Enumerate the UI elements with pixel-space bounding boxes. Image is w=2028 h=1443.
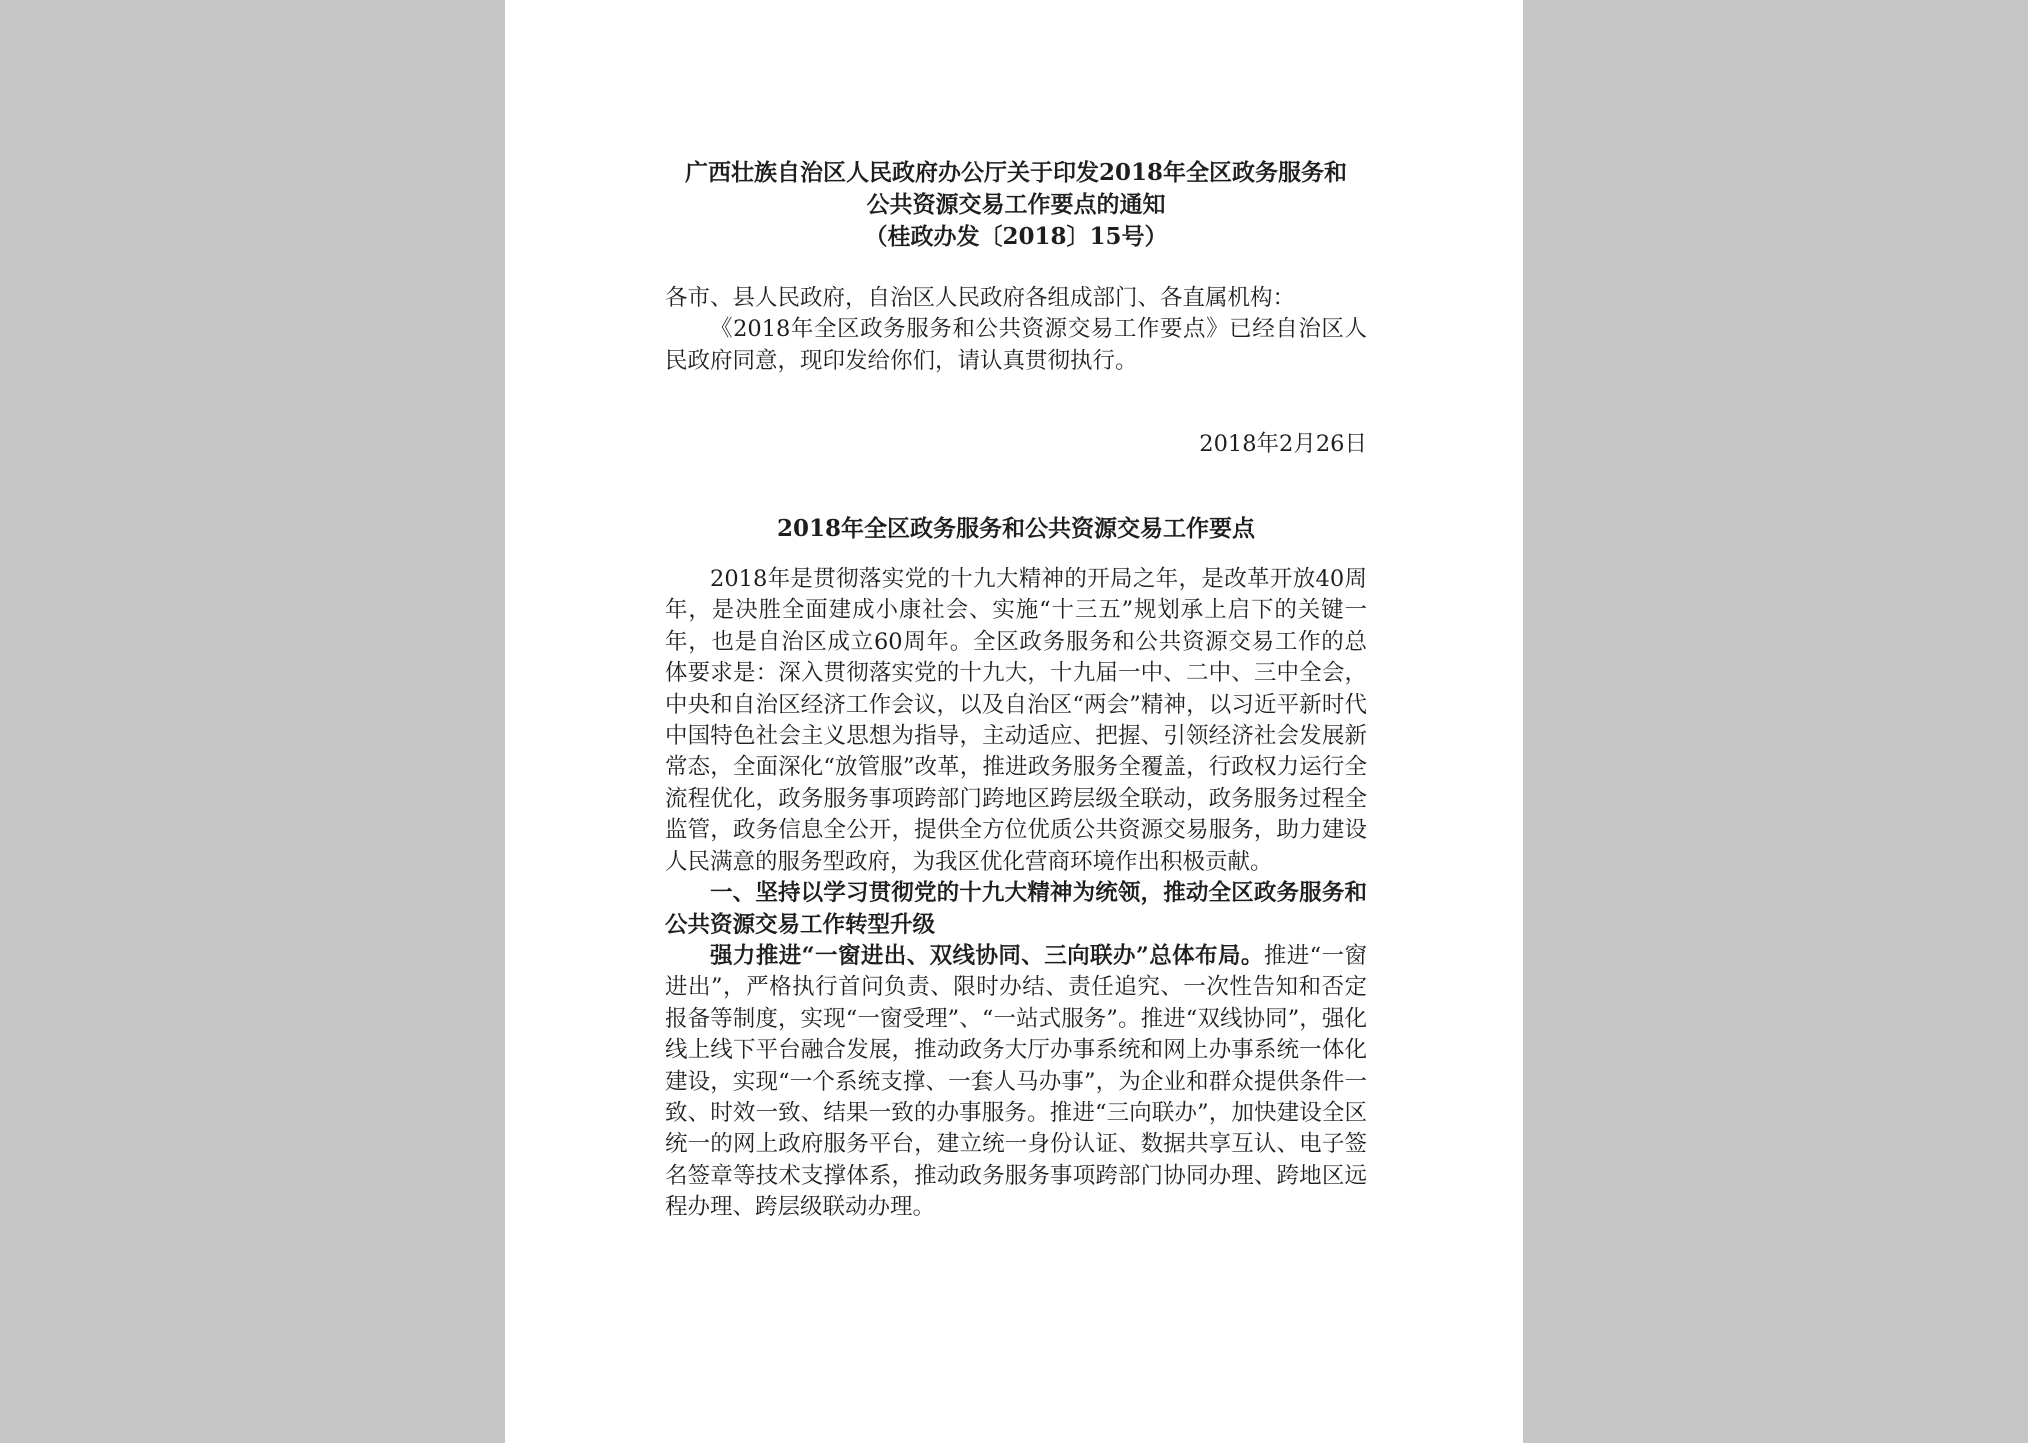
addressee: 各市、县人民政府，自治区人民政府各组成部门、各直属机构： [665,285,1296,311]
attachment-body [665,564,1367,1224]
document-content [665,157,1367,1224]
section-1-lead: 强力推进“一窗进出、双线协同、三向联办”总体布局。 [710,942,1264,969]
section-1-heading: 一、坚持以学习贯彻党的十九大精神为统领，推动全区政务服务和公共资源交易工作转型升级 [665,880,1367,938]
document-page [505,0,1523,1443]
intro-paragraph: 2018年是贯彻落实党的十九大精神的开局之年，是改革开放40周年，是决胜全面建成小康社会、实施“十三五”规划承上启下的关键一年，也是自治区成立60周年。全区政务服务和公共资源交易工作的总体要求是：深入贯彻落实党的十九大，十九届一中、二中、三中全会，中央和自治区经济工作会议，以及自治区“两会”精神，以习近平新时代中国特色社会主义思想为指导，主动适应、把握、引领经济社会发展新常态，全面深化“放管服”改革，推进政务服务全覆盖，行政权力运行全流程优化，政务服务事项跨部门跨地区跨层级全联动，政务服务过程全监管，政务信息全公开，提供全方位优质公共资源交易服务，助力建设人民满意的服务型政府，为我区优化营商环境作出积极贡献。 [665,566,1367,875]
notice-title-line-1: 广西壮族自治区人民政府办公厅关于印发2018年全区政务服务和 [684,159,1347,186]
attachment-title: 2018年全区政务服务和公共资源交易工作要点 [776,514,1255,542]
section-1-paragraph [665,941,1367,1224]
document-number: （桂政办发〔2018〕15号） [864,223,1168,250]
notice-title-line-2: 公共资源交易工作要点的通知 [866,191,1166,218]
notice-body: 《2018年全区政务服务和公共资源交易工作要点》已经自治区人民政府同意，现印发给你们，请认真贯彻执行。 [665,316,1367,374]
issue-date: 2018年2月26日 [1199,431,1367,458]
section-1-body: 推进“一窗进出”，严格执行首问负责、限时办结、责任追究、一次性告知和否定报备等制度，实现“一窗受理”、“一站式服务”。推进“双线协同”，强化线上线下平台融合发展，推动政务大厅办事系统和网上办事系统一体化建设，实现“一个系统支撑、一套人马办事”，为企业和群众提供条件一致、时效一致、结果一致的办事服务。推进“三向联办”，加快建设全区统一的网上政府服务平台，建立统一身份认证、数据共享互认、电子签名签章等技术支撑体系，推动政务服务事项跨部门协同办理、跨地区远程办理、跨层级联动办理。 [665,942,1367,1221]
